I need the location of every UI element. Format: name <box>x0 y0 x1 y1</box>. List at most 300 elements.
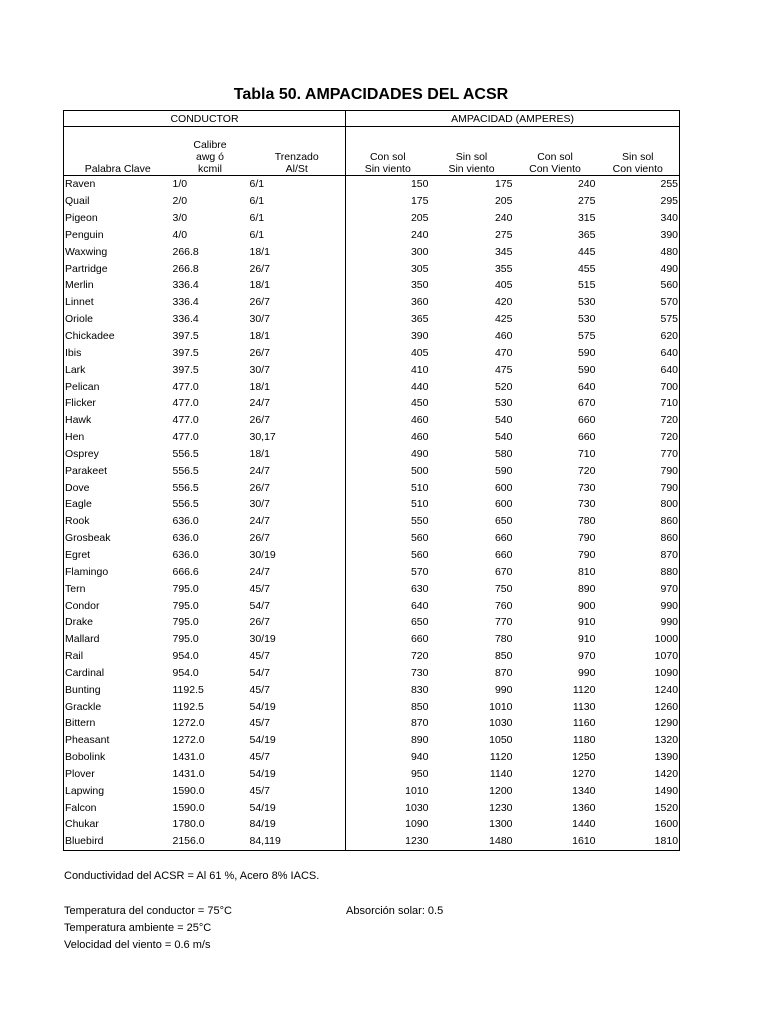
cell-con-sol-sin-viento: 360 <box>410 296 429 309</box>
cell-sin-sol-con-viento: 1070 <box>597 648 680 665</box>
note-absorcion: Absorción solar: 0.5 <box>346 905 444 917</box>
header-palabra-clave: Palabra Clave <box>64 127 172 176</box>
cell-sin-sol-con-viento: 480 <box>597 243 680 260</box>
cell-con-sol-sin-viento: 650 <box>410 616 429 629</box>
cell-sin-sol-con-viento: 620 <box>597 328 680 345</box>
cell-palabra-clave: Egret <box>64 547 172 564</box>
cell-sin-sol-sin-viento: 540 <box>494 414 513 427</box>
cell-sin-sol-con-viento: 870 <box>597 547 680 564</box>
table-row <box>64 631 680 648</box>
cell-sin-sol-sin-viento: 670 <box>494 565 513 578</box>
table-row <box>64 378 680 395</box>
cell-sin-sol-con-viento: 790 <box>597 479 680 496</box>
cell-sin-sol-sin-viento: 425 <box>494 313 513 326</box>
cell-sin-sol-sin-viento: 475 <box>494 363 513 376</box>
cell-trenzado: 84/19 <box>249 816 346 833</box>
cell-con-sol-sin-viento: 510 <box>410 481 429 494</box>
cell-con-sol-sin-viento: 730 <box>410 666 429 679</box>
group-header-conductor: CONDUCTOR <box>64 111 346 127</box>
cell-calibre: 636.0 <box>172 515 199 528</box>
cell-con-sol-con-viento: 1250 <box>572 751 596 764</box>
cell-con-sol-con-viento: 1340 <box>572 784 596 797</box>
cell-palabra-clave: Drake <box>64 614 172 631</box>
header-calibre: Calibre awg ó kcmil <box>172 127 249 176</box>
cell-trenzado: 45/7 <box>249 648 346 665</box>
cell-sin-sol-sin-viento: 1200 <box>489 784 513 797</box>
cell-sin-sol-con-viento: 1290 <box>597 715 680 732</box>
note-temp-ambiente: Temperatura ambiente = 25°C <box>64 922 212 934</box>
cell-calibre: 477.0 <box>172 380 199 393</box>
table-row <box>64 597 680 614</box>
cell-con-sol-con-viento: 720 <box>577 464 596 477</box>
cell-calibre: 1272.0 <box>172 734 205 747</box>
cell-trenzado: 45/7 <box>249 782 346 799</box>
cell-trenzado: 54/7 <box>249 597 346 614</box>
cell-con-sol-sin-viento: 240 <box>410 228 429 241</box>
cell-con-sol-sin-viento: 890 <box>410 734 429 747</box>
cell-con-sol-con-viento: 455 <box>577 262 596 275</box>
table-row <box>64 698 680 715</box>
cell-trenzado: 30/7 <box>249 496 346 513</box>
cell-calibre: 2156.0 <box>172 833 249 850</box>
cell-calibre: 1192.5 <box>172 700 204 713</box>
cell-con-sol-sin-viento: 870 <box>410 717 429 730</box>
table-row <box>64 681 680 698</box>
cell-calibre: 4/0 <box>172 228 188 241</box>
cell-sin-sol-sin-viento: 1480 <box>430 833 514 850</box>
table-row <box>64 328 680 345</box>
cell-calibre: 1272.0 <box>172 717 205 730</box>
cell-palabra-clave: Lapwing <box>64 782 172 799</box>
cell-calibre: 477.0 <box>172 414 199 427</box>
cell-con-sol-con-viento: 990 <box>577 666 596 679</box>
cell-con-sol-sin-viento: 550 <box>410 515 429 528</box>
ampacity-table <box>63 110 680 851</box>
cell-trenzado: 26/7 <box>249 260 346 277</box>
table-row <box>64 260 680 277</box>
cell-calibre: 336.4 <box>172 279 199 292</box>
header-trenzado: Trenzado Al/St <box>249 127 346 176</box>
table-row <box>64 243 680 260</box>
header-sin-sol-con-viento: Sin sol Con viento <box>597 127 680 176</box>
cell-sin-sol-con-viento: 1420 <box>597 766 680 783</box>
cell-con-sol-sin-viento: 660 <box>410 633 429 646</box>
cell-calibre: 795.0 <box>172 633 199 646</box>
cell-palabra-clave: Grackle <box>64 698 172 715</box>
table-row <box>64 395 680 412</box>
column-header-row <box>64 127 680 176</box>
table-row <box>64 513 680 530</box>
cell-trenzado: 26/7 <box>249 479 346 496</box>
cell-trenzado: 26/7 <box>249 344 346 361</box>
cell-con-sol-con-viento: 365 <box>577 228 596 241</box>
cell-palabra-clave: Eagle <box>64 496 172 513</box>
cell-calibre: 1/0 <box>172 178 188 191</box>
cell-palabra-clave: Flamingo <box>64 563 172 580</box>
cell-sin-sol-con-viento: 570 <box>597 294 680 311</box>
table-row <box>64 361 680 378</box>
cell-palabra-clave: Rook <box>64 513 172 530</box>
cell-con-sol-con-viento: 1360 <box>572 801 596 814</box>
header-con-sol-sin-viento: Con sol Sin viento <box>346 127 430 176</box>
cell-con-sol-sin-viento: 175 <box>410 195 429 208</box>
cell-con-sol-sin-viento: 510 <box>410 498 429 511</box>
cell-sin-sol-sin-viento: 870 <box>494 666 513 679</box>
cell-con-sol-sin-viento: 1010 <box>405 784 429 797</box>
cell-con-sol-sin-viento: 940 <box>410 751 429 764</box>
cell-con-sol-con-viento: 240 <box>577 178 596 191</box>
cell-con-sol-sin-viento: 205 <box>410 212 429 225</box>
cell-sin-sol-sin-viento: 780 <box>494 633 513 646</box>
cell-sin-sol-con-viento: 295 <box>597 193 680 210</box>
cell-sin-sol-con-viento: 860 <box>597 530 680 547</box>
cell-con-sol-sin-viento: 1090 <box>405 818 429 831</box>
cell-palabra-clave: Pheasant <box>64 732 172 749</box>
cell-sin-sol-con-viento: 880 <box>597 563 680 580</box>
cell-calibre: 397.5 <box>172 346 199 359</box>
cell-con-sol-con-viento: 1120 <box>572 683 596 696</box>
cell-sin-sol-sin-viento: 1120 <box>489 751 513 764</box>
cell-con-sol-con-viento: 1610 <box>514 833 597 850</box>
cell-palabra-clave: Hen <box>64 429 172 446</box>
cell-trenzado: 24/7 <box>249 513 346 530</box>
cell-calibre: 477.0 <box>172 431 199 444</box>
cell-sin-sol-sin-viento: 580 <box>494 447 513 460</box>
cell-con-sol-con-viento: 1440 <box>572 818 596 831</box>
cell-con-sol-sin-viento: 405 <box>410 346 429 359</box>
cell-palabra-clave: Plover <box>64 766 172 783</box>
cell-calibre: 266.8 <box>172 262 199 275</box>
cell-calibre: 1431.0 <box>172 767 205 780</box>
cell-palabra-clave: Partridge <box>64 260 172 277</box>
note-conductividad: Conductividad del ACSR = Al 61 %, Acero 8% IACS. <box>64 870 320 882</box>
cell-con-sol-sin-viento: 490 <box>410 447 429 460</box>
cell-palabra-clave: Bunting <box>64 681 172 698</box>
cell-con-sol-con-viento: 1130 <box>572 700 596 713</box>
cell-calibre: 556.5 <box>172 464 199 477</box>
cell-sin-sol-con-viento: 390 <box>597 227 680 244</box>
cell-sin-sol-sin-viento: 750 <box>494 582 513 595</box>
cell-con-sol-con-viento: 530 <box>577 296 596 309</box>
cell-calibre: 1192.5 <box>172 683 204 696</box>
cell-trenzado: 30/7 <box>249 311 346 328</box>
cell-sin-sol-sin-viento: 600 <box>494 481 513 494</box>
cell-palabra-clave: Flicker <box>64 395 172 412</box>
cell-sin-sol-con-viento: 1240 <box>597 681 680 698</box>
cell-calibre: 477.0 <box>172 397 199 410</box>
cell-con-sol-sin-viento: 440 <box>410 380 429 393</box>
cell-con-sol-con-viento: 445 <box>577 245 596 258</box>
cell-con-sol-sin-viento: 350 <box>410 279 429 292</box>
cell-sin-sol-con-viento: 720 <box>597 429 680 446</box>
cell-calibre: 556.5 <box>172 481 199 494</box>
cell-trenzado: 30,17 <box>249 429 346 446</box>
cell-con-sol-con-viento: 1160 <box>572 717 596 730</box>
cell-trenzado: 26/7 <box>249 412 346 429</box>
cell-palabra-clave: Grosbeak <box>64 530 172 547</box>
table-row <box>64 176 680 193</box>
cell-calibre: 795.0 <box>172 599 199 612</box>
cell-calibre: 666.6 <box>172 565 199 578</box>
cell-palabra-clave: Bobolink <box>64 749 172 766</box>
cell-sin-sol-sin-viento: 530 <box>494 397 513 410</box>
cell-trenzado: 54/19 <box>249 799 346 816</box>
table-body <box>64 176 680 851</box>
cell-sin-sol-con-viento: 1600 <box>597 816 680 833</box>
cell-sin-sol-sin-viento: 770 <box>494 616 513 629</box>
cell-sin-sol-con-viento: 1260 <box>597 698 680 715</box>
cell-sin-sol-sin-viento: 405 <box>494 279 513 292</box>
cell-con-sol-con-viento: 590 <box>577 346 596 359</box>
cell-con-sol-sin-viento: 570 <box>410 565 429 578</box>
cell-sin-sol-sin-viento: 1300 <box>489 818 513 831</box>
table-row <box>64 479 680 496</box>
cell-trenzado: 26/7 <box>249 530 346 547</box>
cell-trenzado: 24/7 <box>249 563 346 580</box>
cell-trenzado: 24/7 <box>249 462 346 479</box>
cell-trenzado: 18/1 <box>249 277 346 294</box>
cell-sin-sol-con-viento: 490 <box>597 260 680 277</box>
cell-con-sol-sin-viento: 150 <box>410 178 429 191</box>
cell-con-sol-con-viento: 900 <box>577 599 596 612</box>
cell-sin-sol-con-viento: 1810 <box>597 833 680 850</box>
cell-sin-sol-sin-viento: 600 <box>494 498 513 511</box>
cell-con-sol-con-viento: 660 <box>577 414 596 427</box>
cell-palabra-clave: Tern <box>64 580 172 597</box>
cell-con-sol-con-viento: 590 <box>577 363 596 376</box>
cell-sin-sol-sin-viento: 175 <box>494 178 513 191</box>
cell-calibre: 795.0 <box>172 582 199 595</box>
cell-con-sol-con-viento: 530 <box>577 313 596 326</box>
cell-con-sol-sin-viento: 365 <box>410 313 429 326</box>
cell-sin-sol-con-viento: 255 <box>597 176 680 193</box>
cell-palabra-clave: Ibis <box>64 344 172 361</box>
cell-con-sol-con-viento: 910 <box>577 616 596 629</box>
cell-con-sol-sin-viento: 500 <box>410 464 429 477</box>
table-row <box>64 664 680 681</box>
table-row <box>64 530 680 547</box>
table-row <box>64 277 680 294</box>
cell-calibre: 795.0 <box>172 616 199 629</box>
table-row <box>64 412 680 429</box>
cell-palabra-clave: Osprey <box>64 446 172 463</box>
cell-sin-sol-con-viento: 720 <box>597 412 680 429</box>
cell-con-sol-con-viento: 710 <box>577 447 596 460</box>
table-row <box>64 580 680 597</box>
cell-sin-sol-con-viento: 970 <box>597 580 680 597</box>
cell-sin-sol-con-viento: 770 <box>597 446 680 463</box>
cell-con-sol-sin-viento: 1030 <box>405 801 429 814</box>
cell-trenzado: 6/1 <box>249 227 346 244</box>
cell-palabra-clave: Parakeet <box>64 462 172 479</box>
cell-calibre: 3/0 <box>172 212 188 225</box>
header-con-sol-con-viento: Con sol Con Viento <box>514 127 597 176</box>
table-row <box>64 648 680 665</box>
cell-trenzado: 18/1 <box>249 446 346 463</box>
cell-palabra-clave: Quail <box>64 193 172 210</box>
note-temp-conductor: Temperatura del conductor = 75°C <box>64 905 232 917</box>
cell-sin-sol-con-viento: 700 <box>597 378 680 395</box>
cell-trenzado: 54/19 <box>249 732 346 749</box>
cell-con-sol-sin-viento: 410 <box>410 363 429 376</box>
cell-trenzado: 45/7 <box>249 681 346 698</box>
cell-sin-sol-sin-viento: 1050 <box>489 734 513 747</box>
cell-trenzado: 45/7 <box>249 580 346 597</box>
table-row <box>64 210 680 227</box>
cell-sin-sol-sin-viento: 1030 <box>489 717 513 730</box>
cell-sin-sol-con-viento: 800 <box>597 496 680 513</box>
cell-sin-sol-con-viento: 1520 <box>597 799 680 816</box>
cell-calibre: 1431.0 <box>172 751 205 764</box>
cell-con-sol-con-viento: 275 <box>577 195 596 208</box>
cell-palabra-clave: Mallard <box>64 631 172 648</box>
cell-con-sol-sin-viento: 460 <box>410 414 429 427</box>
cell-con-sol-sin-viento: 1230 <box>346 833 430 850</box>
header-sin-sol-sin-viento: Sin sol Sin viento <box>430 127 514 176</box>
cell-sin-sol-con-viento: 560 <box>597 277 680 294</box>
cell-sin-sol-sin-viento: 650 <box>494 515 513 528</box>
cell-calibre: 1780.0 <box>172 818 205 831</box>
cell-sin-sol-con-viento: 640 <box>597 361 680 378</box>
cell-sin-sol-sin-viento: 205 <box>494 195 513 208</box>
cell-con-sol-sin-viento: 560 <box>410 548 429 561</box>
cell-sin-sol-con-viento: 640 <box>597 344 680 361</box>
cell-con-sol-con-viento: 790 <box>577 532 596 545</box>
cell-con-sol-con-viento: 1270 <box>572 767 596 780</box>
cell-con-sol-con-viento: 640 <box>577 380 596 393</box>
cell-sin-sol-con-viento: 710 <box>597 395 680 412</box>
cell-calibre: 556.5 <box>172 498 199 511</box>
cell-con-sol-sin-viento: 950 <box>410 767 429 780</box>
cell-sin-sol-sin-viento: 990 <box>494 683 513 696</box>
cell-con-sol-sin-viento: 390 <box>410 330 429 343</box>
cell-palabra-clave: Oriole <box>64 311 172 328</box>
cell-palabra-clave: Merlin <box>64 277 172 294</box>
cell-trenzado: 18/1 <box>249 378 346 395</box>
cell-con-sol-sin-viento: 305 <box>410 262 429 275</box>
cell-trenzado: 26/7 <box>249 614 346 631</box>
cell-con-sol-sin-viento: 830 <box>410 683 429 696</box>
table-row <box>64 496 680 513</box>
table-row <box>64 547 680 564</box>
cell-con-sol-sin-viento: 300 <box>410 245 429 258</box>
cell-con-sol-sin-viento: 630 <box>410 582 429 595</box>
cell-sin-sol-sin-viento: 1140 <box>489 767 513 780</box>
cell-con-sol-con-viento: 660 <box>577 431 596 444</box>
cell-trenzado: 6/1 <box>249 193 346 210</box>
cell-con-sol-con-viento: 890 <box>577 582 596 595</box>
cell-trenzado: 6/1 <box>249 210 346 227</box>
table-row <box>64 766 680 783</box>
cell-sin-sol-sin-viento: 275 <box>494 228 513 241</box>
cell-palabra-clave: Lark <box>64 361 172 378</box>
table-row <box>64 732 680 749</box>
cell-palabra-clave: Waxwing <box>64 243 172 260</box>
cell-con-sol-sin-viento: 450 <box>410 397 429 410</box>
cell-palabra-clave: Condor <box>64 597 172 614</box>
cell-con-sol-sin-viento: 460 <box>410 431 429 444</box>
cell-palabra-clave: Linnet <box>64 294 172 311</box>
cell-calibre: 556.5 <box>172 447 199 460</box>
cell-palabra-clave: Dove <box>64 479 172 496</box>
cell-con-sol-con-viento: 790 <box>577 548 596 561</box>
cell-trenzado: 6/1 <box>249 176 346 193</box>
cell-trenzado: 54/19 <box>249 766 346 783</box>
cell-sin-sol-sin-viento: 420 <box>494 296 513 309</box>
table-row <box>64 462 680 479</box>
cell-calibre: 336.4 <box>172 296 199 309</box>
page-title: Tabla 50. AMPACIDADES DEL ACSR <box>233 86 509 103</box>
cell-sin-sol-con-viento: 1000 <box>597 631 680 648</box>
cell-con-sol-con-viento: 810 <box>577 565 596 578</box>
cell-con-sol-con-viento: 730 <box>577 481 596 494</box>
cell-palabra-clave: Falcon <box>64 799 172 816</box>
table-row <box>64 294 680 311</box>
cell-trenzado: 54/7 <box>249 664 346 681</box>
cell-trenzado: 26/7 <box>249 294 346 311</box>
cell-trenzado: 18/1 <box>249 243 346 260</box>
cell-con-sol-sin-viento: 720 <box>410 650 429 663</box>
cell-palabra-clave: Pigeon <box>64 210 172 227</box>
table-row <box>64 311 680 328</box>
cell-trenzado: 54/19 <box>249 698 346 715</box>
cell-sin-sol-sin-viento: 345 <box>494 245 513 258</box>
cell-con-sol-con-viento: 670 <box>577 397 596 410</box>
cell-trenzado: 84,119 <box>249 833 346 850</box>
cell-sin-sol-sin-viento: 660 <box>494 548 513 561</box>
cell-calibre: 954.0 <box>172 650 199 663</box>
cell-con-sol-con-viento: 730 <box>577 498 596 511</box>
cell-con-sol-con-viento: 970 <box>577 650 596 663</box>
cell-sin-sol-con-viento: 990 <box>597 614 680 631</box>
cell-palabra-clave: Penguin <box>64 227 172 244</box>
cell-con-sol-con-viento: 575 <box>577 330 596 343</box>
cell-calibre: 636.0 <box>172 548 199 561</box>
cell-sin-sol-con-viento: 790 <box>597 462 680 479</box>
cell-calibre: 2/0 <box>172 195 188 208</box>
cell-calibre: 954.0 <box>172 666 199 679</box>
cell-palabra-clave: Pelican <box>64 378 172 395</box>
table-row <box>64 227 680 244</box>
cell-con-sol-con-viento: 1180 <box>572 734 596 747</box>
cell-sin-sol-sin-viento: 470 <box>494 346 513 359</box>
cell-sin-sol-con-viento: 575 <box>597 311 680 328</box>
cell-sin-sol-sin-viento: 355 <box>494 262 513 275</box>
cell-sin-sol-sin-viento: 540 <box>494 431 513 444</box>
cell-calibre: 1590.0 <box>172 801 205 814</box>
cell-sin-sol-con-viento: 340 <box>597 210 680 227</box>
cell-sin-sol-sin-viento: 760 <box>494 599 513 612</box>
cell-trenzado: 18/1 <box>249 328 346 345</box>
cell-sin-sol-sin-viento: 1230 <box>489 801 513 814</box>
cell-con-sol-con-viento: 315 <box>577 212 596 225</box>
cell-sin-sol-con-viento: 1490 <box>597 782 680 799</box>
cell-con-sol-sin-viento: 560 <box>410 532 429 545</box>
cell-sin-sol-sin-viento: 660 <box>494 532 513 545</box>
cell-trenzado: 24/7 <box>249 395 346 412</box>
cell-trenzado: 30/19 <box>249 547 346 564</box>
table-row <box>64 446 680 463</box>
cell-sin-sol-sin-viento: 520 <box>494 380 513 393</box>
cell-palabra-clave: Cardinal <box>64 664 172 681</box>
cell-calibre: 397.5 <box>172 363 199 376</box>
cell-con-sol-con-viento: 515 <box>577 279 596 292</box>
table-row <box>64 749 680 766</box>
table-row <box>64 429 680 446</box>
cell-sin-sol-con-viento: 1090 <box>597 664 680 681</box>
cell-calibre: 1590.0 <box>172 784 205 797</box>
table-row <box>64 193 680 210</box>
